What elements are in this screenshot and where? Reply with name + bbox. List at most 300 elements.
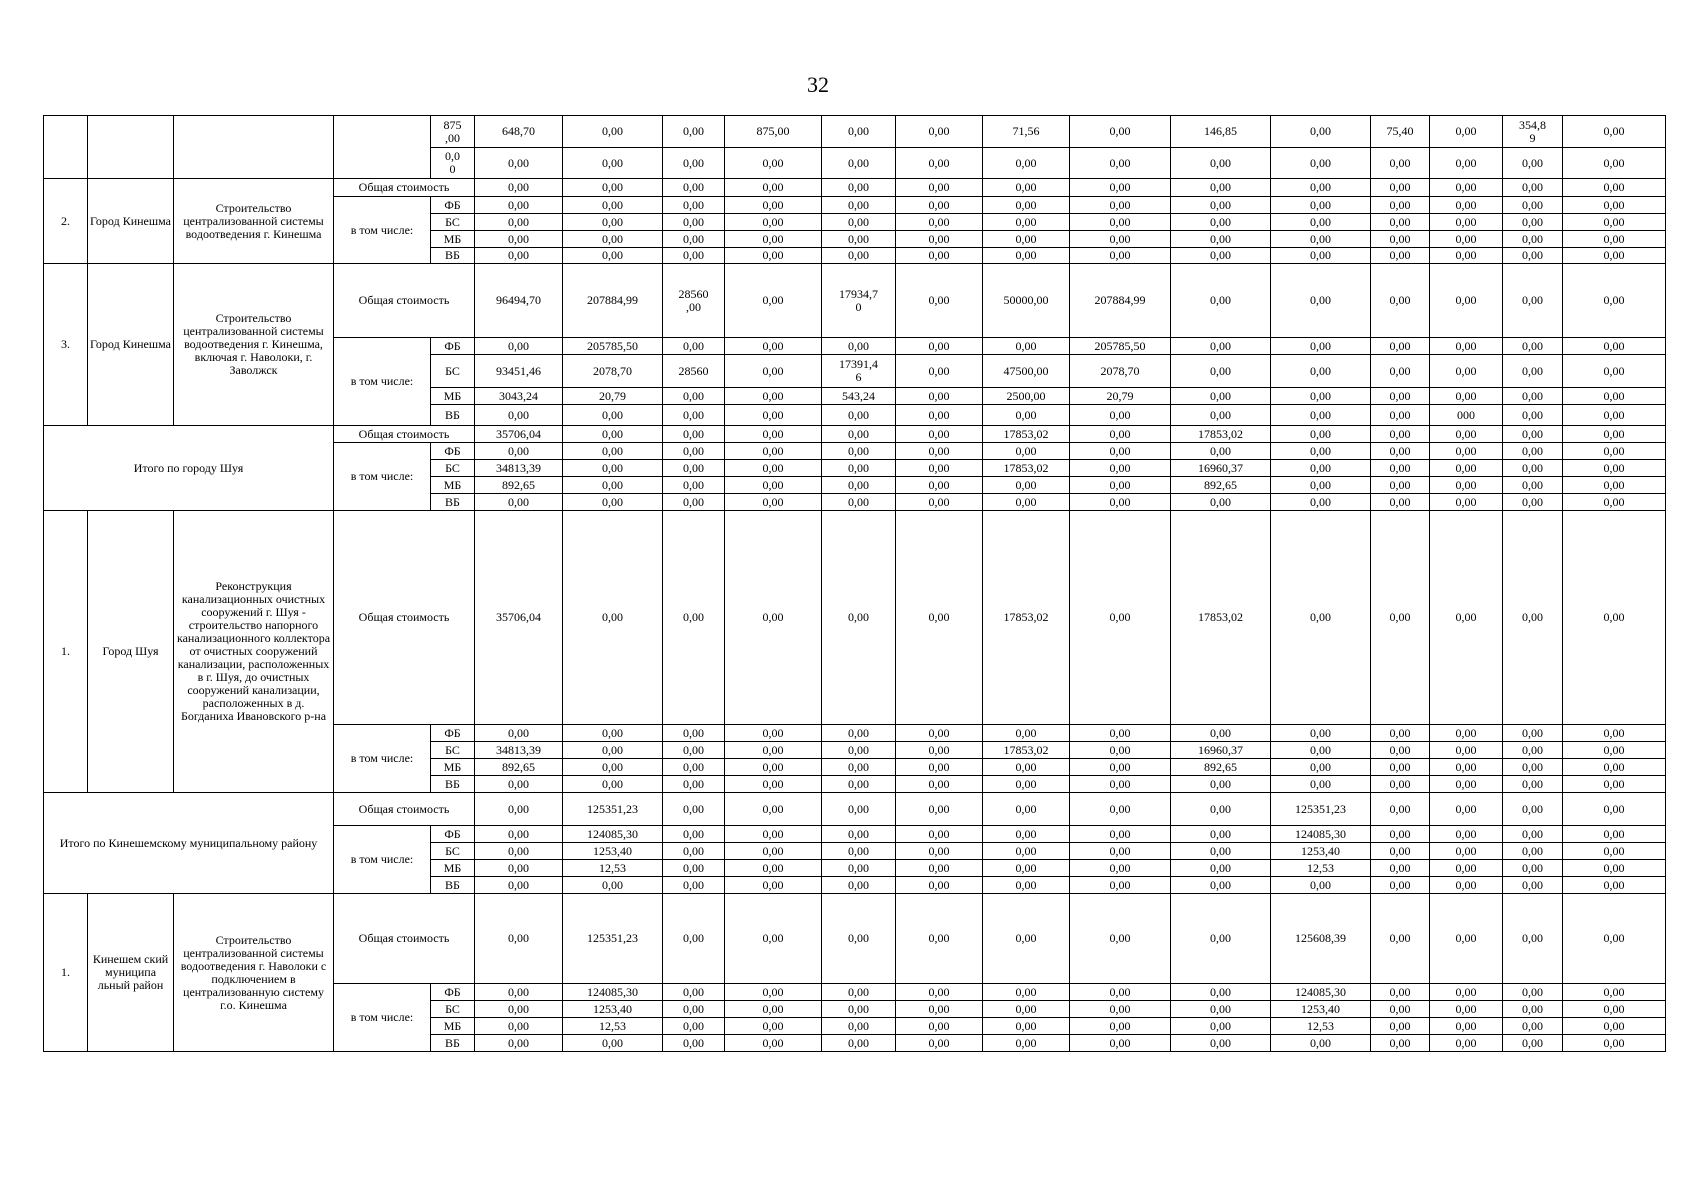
value-cell: 124085,30	[1271, 826, 1371, 843]
value-cell: 0,00	[725, 843, 822, 860]
value-cell: 0,00	[1503, 742, 1563, 759]
value-cell: 0,00	[1371, 405, 1430, 426]
funding-source-label: БС	[431, 843, 475, 860]
funding-source-label: БС	[431, 460, 475, 477]
value-cell: 0,00	[1563, 742, 1666, 759]
value-cell: 0,00	[1171, 1035, 1271, 1052]
value-cell: 0,00	[1271, 179, 1371, 197]
funding-source-label: ФБ	[431, 826, 475, 843]
value-cell: 125351,23	[563, 793, 663, 826]
value-cell: 205785,50	[1070, 338, 1171, 355]
item-project-name: Строительство централизованной системы водоотведения г. Наволоки с подключением в централизованную систему г.о. Кинешма	[174, 894, 334, 1052]
value-cell: 0,00	[725, 494, 822, 511]
value-cell: 0,0 0	[431, 148, 475, 179]
funding-source-label: МБ	[431, 1018, 475, 1035]
value-cell: 96494,70	[475, 264, 563, 338]
value-cell: 0,00	[663, 877, 725, 894]
total-cost-label: Общая стоимость	[334, 894, 475, 984]
value-cell: 0,00	[475, 231, 563, 248]
value-cell: 0,00	[983, 197, 1070, 214]
item-number: 1.	[44, 511, 88, 793]
value-cell: 0,00	[1563, 338, 1666, 355]
value-cell: 0,00	[1271, 511, 1371, 725]
value-cell: 0,00	[1271, 116, 1371, 148]
value-cell: 0,00	[1430, 148, 1503, 179]
value-cell: 0,00	[1563, 843, 1666, 860]
value-cell: 0,00	[725, 355, 822, 388]
total-cost-label: Общая стоимость	[334, 511, 475, 725]
value-cell: 0,00	[475, 776, 563, 793]
value-cell: 17934,7 0	[822, 264, 896, 338]
value-cell: 0,00	[1171, 826, 1271, 843]
value-cell: 0,00	[563, 494, 663, 511]
value-cell: 0,00	[475, 826, 563, 843]
value-cell: 0,00	[1503, 264, 1563, 338]
value-cell: 0,00	[1070, 793, 1171, 826]
including-label: в том числе:	[334, 984, 431, 1052]
value-cell: 17853,02	[983, 742, 1070, 759]
value-cell: 0,00	[663, 231, 725, 248]
value-cell: 0,00	[663, 388, 725, 405]
value-cell: 75,40	[1371, 116, 1430, 148]
value-cell: 0,00	[1430, 860, 1503, 877]
value-cell: 892,65	[1171, 477, 1271, 494]
value-cell: 648,70	[475, 116, 563, 148]
value-cell: 0,00	[1503, 388, 1563, 405]
value-cell: 0,00	[1563, 264, 1666, 338]
value-cell: 0,00	[983, 477, 1070, 494]
value-cell: 0,00	[663, 426, 725, 443]
value-cell: 0,00	[1430, 1001, 1503, 1018]
funding-source-label: ФБ	[431, 197, 475, 214]
funding-table	[43, 115, 1666, 1052]
page-number: 32	[807, 72, 829, 97]
including-label: в том числе:	[334, 725, 431, 793]
value-cell: 17853,02	[983, 426, 1070, 443]
value-cell: 0,00	[1503, 197, 1563, 214]
value-cell: 0,00	[1171, 388, 1271, 405]
value-cell: 0,00	[896, 388, 983, 405]
value-cell: 0,00	[663, 1001, 725, 1018]
value-cell: 0,00	[1503, 214, 1563, 231]
table-row	[44, 511, 1666, 725]
value-cell: 0,00	[983, 894, 1070, 984]
value-cell: 0,00	[1503, 179, 1563, 197]
value-cell: 0,00	[1371, 826, 1430, 843]
value-cell: 0,00	[1070, 443, 1171, 460]
value-cell: 0,00	[725, 388, 822, 405]
value-cell: 0,00	[896, 214, 983, 231]
value-cell: 0,00	[1430, 264, 1503, 338]
value-cell: 0,00	[563, 197, 663, 214]
value-cell: 0,00	[1503, 477, 1563, 494]
value-cell: 0,00	[563, 214, 663, 231]
value-cell: 0,00	[1070, 116, 1171, 148]
value-cell: 0,00	[663, 793, 725, 826]
value-cell: 0,00	[822, 116, 896, 148]
value-cell: 0,00	[1271, 426, 1371, 443]
value-cell: 0,00	[1371, 148, 1430, 179]
value-cell: 0,00	[1171, 405, 1271, 426]
value-cell: 0,00	[725, 179, 822, 197]
value-cell: 0,00	[1070, 426, 1171, 443]
value-cell: 0,00	[1503, 894, 1563, 984]
table-row	[44, 116, 1666, 148]
value-cell: 0,00	[1563, 355, 1666, 388]
value-cell: 93451,46	[475, 355, 563, 388]
value-cell: 0,00	[1563, 759, 1666, 776]
value-cell: 0,00	[725, 826, 822, 843]
value-cell: 0,00	[1271, 460, 1371, 477]
value-cell: 0,00	[475, 877, 563, 894]
value-cell: 0,00	[822, 148, 896, 179]
value-cell: 0,00	[896, 1018, 983, 1035]
total-cost-label: Общая стоимость	[334, 426, 475, 443]
value-cell: 17853,02	[983, 460, 1070, 477]
funding-source-label: ФБ	[431, 443, 475, 460]
value-cell: 0,00	[822, 405, 896, 426]
value-cell: 0,00	[983, 443, 1070, 460]
value-cell: 0,00	[822, 1018, 896, 1035]
value-cell: 0,00	[663, 443, 725, 460]
value-cell: 0,00	[1503, 443, 1563, 460]
value-cell: 0,00	[1503, 338, 1563, 355]
value-cell: 0,00	[1503, 877, 1563, 894]
value-cell: 0,00	[1563, 179, 1666, 197]
value-cell: 0,00	[1371, 1035, 1430, 1052]
value-cell: 0,00	[1171, 443, 1271, 460]
value-cell: 20,79	[1070, 388, 1171, 405]
value-cell: 1253,40	[563, 843, 663, 860]
value-cell: 0,00	[1070, 725, 1171, 742]
value-cell: 0,00	[563, 759, 663, 776]
value-cell: 0,00	[1070, 197, 1171, 214]
value-cell: 0,00	[822, 877, 896, 894]
including-label: в том числе:	[334, 443, 431, 511]
value-cell: 0,00	[663, 214, 725, 231]
value-cell: 0,00	[725, 984, 822, 1001]
value-cell: 0,00	[1271, 877, 1371, 894]
value-cell: 0,00	[563, 1035, 663, 1052]
value-cell: 207884,99	[1070, 264, 1171, 338]
value-cell: 0,00	[822, 1035, 896, 1052]
total-cost-label: Общая стоимость	[334, 264, 475, 338]
value-cell: 0,00	[896, 460, 983, 477]
value-cell: 0,00	[475, 843, 563, 860]
table-body	[44, 116, 1666, 1052]
value-cell: 0,00	[475, 894, 563, 984]
value-cell: 0,00	[1430, 511, 1503, 725]
value-cell: 71,56	[983, 116, 1070, 148]
value-cell: 0,00	[896, 477, 983, 494]
value-cell: 207884,99	[563, 264, 663, 338]
value-cell: 0,00	[1503, 355, 1563, 388]
empty-cell	[334, 116, 431, 179]
value-cell: 0,00	[1563, 197, 1666, 214]
value-cell: 0,00	[1430, 826, 1503, 843]
value-cell: 0,00	[1371, 725, 1430, 742]
value-cell: 0,00	[822, 460, 896, 477]
value-cell: 17391,4 6	[822, 355, 896, 388]
value-cell: 0,00	[725, 860, 822, 877]
funding-source-label: ВБ	[431, 877, 475, 894]
value-cell: 0,00	[663, 197, 725, 214]
value-cell: 12,53	[1271, 1018, 1371, 1035]
value-cell: 0,00	[1070, 776, 1171, 793]
value-cell: 0,00	[1371, 426, 1430, 443]
value-cell: 0,00	[663, 148, 725, 179]
value-cell: 0,00	[1371, 776, 1430, 793]
value-cell: 0,00	[725, 460, 822, 477]
value-cell: 0,00	[1271, 477, 1371, 494]
value-cell: 543,24	[822, 388, 896, 405]
value-cell: 0,00	[1563, 477, 1666, 494]
value-cell: 0,00	[725, 793, 822, 826]
value-cell: 0,00	[1563, 388, 1666, 405]
value-cell: 0,00	[1070, 742, 1171, 759]
value-cell: 0,00	[563, 477, 663, 494]
value-cell: 0,00	[1563, 494, 1666, 511]
value-cell: 0,00	[663, 894, 725, 984]
value-cell: 0,00	[475, 1018, 563, 1035]
funding-source-label: ФБ	[431, 338, 475, 355]
value-cell: 0,00	[563, 725, 663, 742]
table-row	[44, 264, 1666, 338]
value-cell: 0,00	[1171, 877, 1271, 894]
value-cell: 0,00	[1171, 355, 1271, 388]
value-cell: 0,00	[563, 443, 663, 460]
value-cell: 0,00	[1070, 231, 1171, 248]
value-cell: 0,00	[1171, 248, 1271, 264]
value-cell: 0,00	[983, 725, 1070, 742]
value-cell: 0,00	[1271, 405, 1371, 426]
value-cell: 0,00	[1271, 725, 1371, 742]
value-cell: 0,00	[822, 860, 896, 877]
value-cell: 34813,39	[475, 742, 563, 759]
value-cell: 0,00	[563, 460, 663, 477]
value-cell: 0,00	[663, 116, 725, 148]
value-cell: 35706,04	[475, 511, 563, 725]
value-cell: 0,00	[1070, 511, 1171, 725]
value-cell: 0,00	[725, 511, 822, 725]
value-cell: 0,00	[896, 984, 983, 1001]
value-cell: 0,00	[1070, 214, 1171, 231]
value-cell: 0,00	[896, 843, 983, 860]
value-cell: 0,00	[1371, 860, 1430, 877]
value-cell: 0,00	[983, 826, 1070, 843]
value-cell: 0,00	[983, 843, 1070, 860]
value-cell: 0,00	[1070, 877, 1171, 894]
value-cell: 0,00	[663, 179, 725, 197]
value-cell: 0,00	[1371, 231, 1430, 248]
item-number: 1.	[44, 894, 88, 1052]
value-cell: 0,00	[563, 877, 663, 894]
value-cell: 0,00	[663, 460, 725, 477]
value-cell: 0,00	[1371, 877, 1430, 894]
value-cell: 0,00	[822, 843, 896, 860]
value-cell: 0,00	[563, 742, 663, 759]
value-cell: 0,00	[1271, 443, 1371, 460]
value-cell: 0,00	[1070, 179, 1171, 197]
value-cell: 0,00	[896, 742, 983, 759]
value-cell: 0,00	[663, 511, 725, 725]
value-cell: 0,00	[1271, 264, 1371, 338]
value-cell: 0,00	[1430, 776, 1503, 793]
value-cell: 0,00	[1563, 826, 1666, 843]
funding-source-label: ФБ	[431, 984, 475, 1001]
value-cell: 17853,02	[983, 511, 1070, 725]
value-cell: 0,00	[563, 116, 663, 148]
value-cell: 0,00	[1371, 894, 1430, 984]
table-row	[44, 426, 1666, 443]
value-cell: 0,00	[896, 894, 983, 984]
value-cell: 0,00	[1503, 759, 1563, 776]
value-cell: 0,00	[983, 776, 1070, 793]
empty-cell	[174, 116, 334, 179]
value-cell: 0,00	[663, 984, 725, 1001]
value-cell: 0,00	[1171, 860, 1271, 877]
value-cell: 0,00	[663, 248, 725, 264]
value-cell: 0,00	[725, 214, 822, 231]
value-cell: 124085,30	[1271, 984, 1371, 1001]
value-cell: 0,00	[663, 494, 725, 511]
value-cell: 0,00	[725, 405, 822, 426]
value-cell: 0,00	[1430, 793, 1503, 826]
funding-source-label: БС	[431, 742, 475, 759]
value-cell: 0,00	[1563, 511, 1666, 725]
value-cell: 0,00	[1371, 984, 1430, 1001]
value-cell: 0,00	[1171, 338, 1271, 355]
value-cell: 0,00	[1371, 1001, 1430, 1018]
value-cell: 0,00	[663, 776, 725, 793]
value-cell: 1253,40	[563, 1001, 663, 1018]
value-cell: 0,00	[1371, 494, 1430, 511]
value-cell: 0,00	[563, 511, 663, 725]
value-cell: 0,00	[1503, 494, 1563, 511]
value-cell: 0,00	[1070, 460, 1171, 477]
value-cell: 0,00	[725, 742, 822, 759]
value-cell: 0,00	[983, 148, 1070, 179]
value-cell: 0,00	[983, 231, 1070, 248]
value-cell: 0,00	[822, 742, 896, 759]
value-cell: 0,00	[725, 231, 822, 248]
value-cell: 0,00	[663, 338, 725, 355]
funding-source-label: МБ	[431, 759, 475, 776]
value-cell: 0,00	[896, 248, 983, 264]
value-cell: 0,00	[475, 443, 563, 460]
value-cell: 0,00	[896, 405, 983, 426]
value-cell: 0,00	[1430, 116, 1503, 148]
value-cell: 0,00	[983, 860, 1070, 877]
value-cell: 0,00	[725, 1035, 822, 1052]
value-cell: 0,00	[1503, 826, 1563, 843]
item-location: Город Кинешма	[88, 264, 174, 426]
value-cell: 0,00	[896, 877, 983, 894]
value-cell: 0,00	[1371, 248, 1430, 264]
value-cell: 125608,39	[1271, 894, 1371, 984]
value-cell: 0,00	[1371, 338, 1430, 355]
value-cell: 0,00	[896, 860, 983, 877]
value-cell: 0,00	[822, 338, 896, 355]
value-cell: 0,00	[563, 426, 663, 443]
value-cell: 0,00	[1430, 477, 1503, 494]
value-cell: 0,00	[1430, 725, 1503, 742]
item-project-name: Строительство централизованной системы водоотведения г. Кинешма, включая г. Наволоки, г. Заволжск	[174, 264, 334, 426]
value-cell: 0,00	[822, 443, 896, 460]
value-cell: 1253,40	[1271, 843, 1371, 860]
value-cell: 0,00	[1271, 231, 1371, 248]
value-cell: 0,00	[1563, 793, 1666, 826]
value-cell: 0,00	[1503, 776, 1563, 793]
value-cell: 0,00	[1371, 214, 1430, 231]
value-cell: 0,00	[1070, 843, 1171, 860]
value-cell: 875 ,00	[431, 116, 475, 148]
funding-source-label: БС	[431, 1001, 475, 1018]
value-cell: 0,00	[475, 1035, 563, 1052]
value-cell: 0,00	[1430, 338, 1503, 355]
value-cell: 0,00	[1171, 264, 1271, 338]
value-cell: 0,00	[983, 984, 1070, 1001]
funding-source-label: МБ	[431, 477, 475, 494]
value-cell: 0,00	[1271, 197, 1371, 214]
value-cell: 0,00	[663, 860, 725, 877]
value-cell: 0,00	[822, 894, 896, 984]
value-cell: 12,53	[1271, 860, 1371, 877]
value-cell: 0,00	[822, 494, 896, 511]
including-label: в том числе:	[334, 338, 431, 426]
value-cell: 0,00	[1430, 843, 1503, 860]
value-cell: 0,00	[896, 776, 983, 793]
value-cell: 000	[1430, 405, 1503, 426]
value-cell: 0,00	[663, 843, 725, 860]
value-cell: 0,00	[983, 1035, 1070, 1052]
value-cell: 0,00	[1271, 148, 1371, 179]
value-cell: 0,00	[475, 197, 563, 214]
value-cell: 0,00	[663, 405, 725, 426]
value-cell: 0,00	[1503, 231, 1563, 248]
value-cell: 0,00	[1371, 355, 1430, 388]
value-cell: 0,00	[896, 338, 983, 355]
value-cell: 0,00	[1171, 1001, 1271, 1018]
value-cell: 0,00	[983, 1001, 1070, 1018]
value-cell: 0,00	[822, 1001, 896, 1018]
item-location: Кинешем ский муниципа льный район	[88, 894, 174, 1052]
value-cell: 47500,00	[983, 355, 1070, 388]
value-cell: 0,00	[1371, 1018, 1430, 1035]
value-cell: 0,00	[725, 725, 822, 742]
value-cell: 0,00	[1430, 494, 1503, 511]
value-cell: 0,00	[1171, 214, 1271, 231]
value-cell: 0,00	[1371, 759, 1430, 776]
value-cell: 0,00	[1070, 984, 1171, 1001]
item-number: 3.	[44, 264, 88, 426]
value-cell: 0,00	[1563, 248, 1666, 264]
value-cell: 0,00	[1430, 179, 1503, 197]
value-cell: 2500,00	[983, 388, 1070, 405]
value-cell: 0,00	[663, 742, 725, 759]
value-cell: 0,00	[1430, 388, 1503, 405]
value-cell: 0,00	[475, 179, 563, 197]
value-cell: 0,00	[563, 776, 663, 793]
value-cell: 124085,30	[563, 984, 663, 1001]
funding-source-label: ФБ	[431, 725, 475, 742]
value-cell: 0,00	[1070, 248, 1171, 264]
value-cell: 0,00	[822, 214, 896, 231]
value-cell: 0,00	[1503, 148, 1563, 179]
including-label: в том числе:	[334, 197, 431, 264]
value-cell: 0,00	[663, 1018, 725, 1035]
value-cell: 0,00	[1070, 477, 1171, 494]
